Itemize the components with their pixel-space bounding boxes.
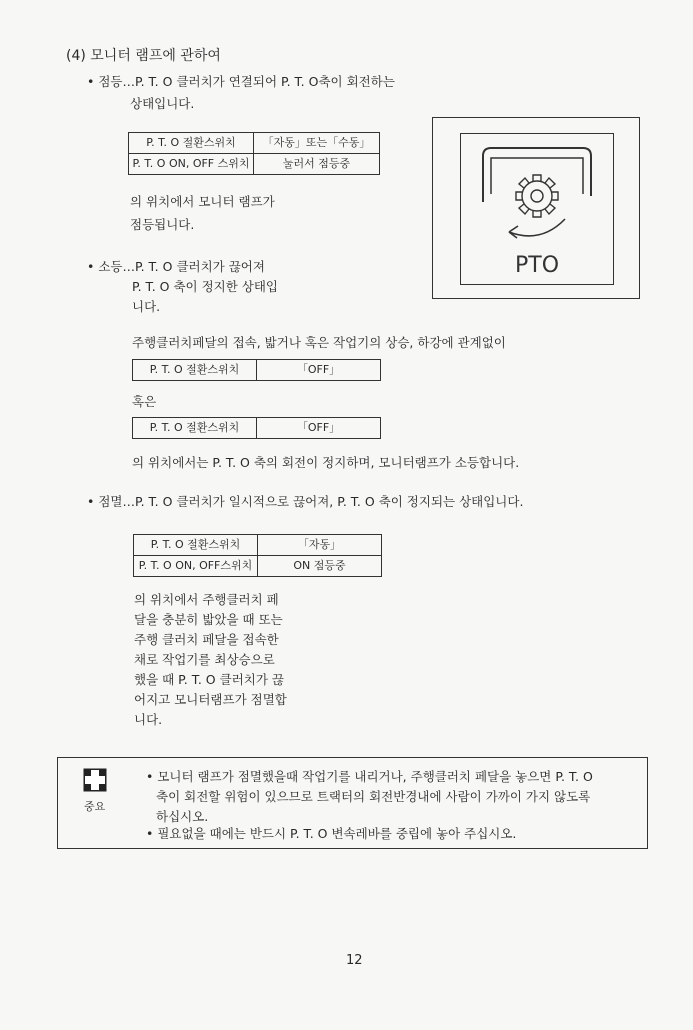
table-cell: P. T. O 절환스위치 [129,133,254,154]
table-cell: ON 점등중 [293,559,346,572]
off-state-line2: P. T. O 축이 정지한 상태입 [132,279,278,294]
page-number: 12 [346,953,363,968]
pto-figure [432,117,640,299]
note-bullet-1-line-3: 하십시오. [156,809,209,824]
blink-state-line: 니다. [134,712,163,727]
off-state-after: 의 위치에서는 P. T. O 축의 회전이 정지하며, 모니터램프가 소등합니다. [132,455,520,470]
blink-state-line: 주행 클러치 페달을 접속한 [134,632,279,647]
note-bullet-1-line-2: 축이 회전할 위험이 있으므로 트랙터의 회전반경내에 사람이 가까이 가지 않도록 [156,789,591,804]
on-state-after-2: 점등됩니다. [130,217,195,232]
pto-figure-label: PTO [514,253,560,278]
important-icon [83,768,107,792]
blink-state-line: 어지고 모니터램프가 점멸합 [134,692,287,707]
blink-state-table [133,534,382,577]
note-bullet-2: • 필요없을 때에는 반드시 P. T. O 변속레바를 중립에 놓아 주십시오. [146,826,517,841]
important-label: 중요 [84,800,106,813]
table-cell: P. T. O 절환스위치 [133,418,257,438]
table-cell: P. T. O ON, OFF스위치 [134,556,258,576]
table-cell: 「OFF」 [296,421,341,434]
blink-state-line: 채로 작업기를 최상승으로 [134,652,275,667]
important-note [57,757,648,849]
off-state-label: • 소등…P. T. O 클러치가 끊어져 [87,259,265,274]
table-cell: P. T. O 절환스위치 [133,360,257,380]
on-state-after-1: 의 위치에서 모니터 램프가 [130,194,275,209]
blink-state-label: • 점멸…P. T. O 클러치가 일시적으로 끊어져, P. T. O 축이 정지되는 상태입니다. [87,494,524,509]
on-state-label: • 점등…P. T. O 클러치가 연결되어 P. T. O축이 회전하는 [87,74,395,89]
off-state-line3: 니다. [132,299,161,314]
table-cell: 「자동」또는「수동」 [254,133,379,154]
table-cell: 눌러서 점등중 [282,157,351,170]
blink-state-line: 의 위치에서 주행클러치 페 [134,592,279,607]
on-state-table [128,132,380,175]
table-cell: 「자동」 [258,535,381,556]
table-cell: P. T. O 절환스위치 [134,535,258,556]
off-state-or: 혹은 [132,394,157,409]
table-cell: P. T. O ON, OFF 스위치 [129,154,254,174]
off-state-desc: 주행클러치페달의 접속, 밟거나 혹은 작업기의 상승, 하강에 관계없이 [132,335,506,350]
pto-gear-icon [461,134,613,284]
note-bullet-1-line-1: • 모니터 램프가 점멸했을때 작업기를 내리거나, 주행클러치 페달을 놓으면 P. T. O [146,769,593,784]
pto-figure-inner [460,133,614,285]
blink-state-line: 했을 때 P. T. O 클러치가 끊 [134,672,284,687]
blink-state-line: 달을 충분히 밟았을 때 또는 [134,612,283,627]
section-heading: (4) 모니터 램프에 관하여 [66,48,221,64]
on-state-cont: 상태입니다. [130,96,195,111]
off-state-table-1 [132,359,381,381]
off-state-table-2 [132,417,381,439]
table-cell: 「OFF」 [296,363,341,376]
